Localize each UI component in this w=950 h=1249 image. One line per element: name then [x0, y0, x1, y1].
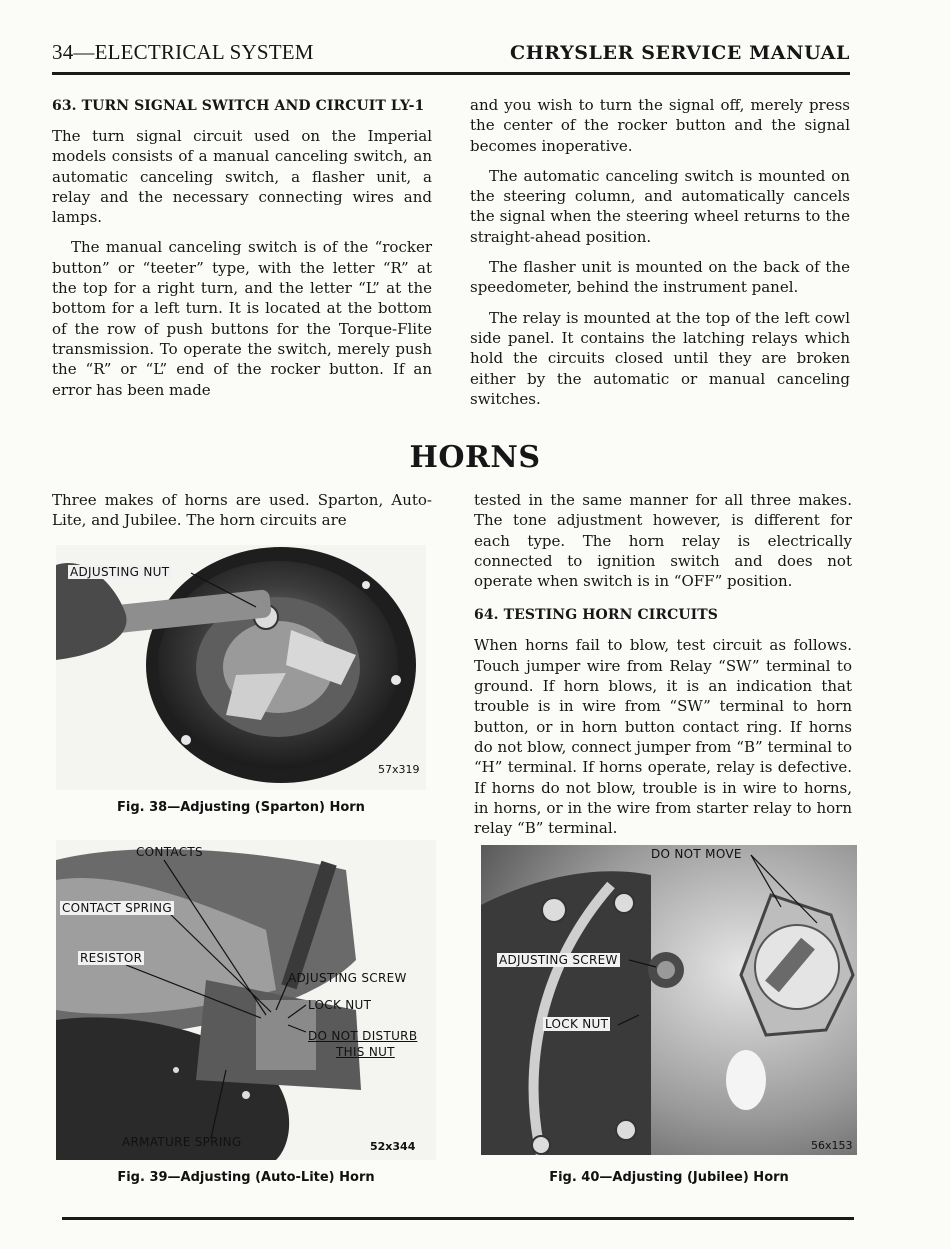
- section-63-paragraph-2: The manual canceling switch is of the “rocker button” or “teeter” type, with the letter “R” at the top for a right turn, and the letter “L” at the bottom for a left turn. It is located at the bottom of the row of push buttons for the Torque-Flite transmission. To operate the switch, merely push the “R” or “L” end of the rocker button. If an error has been made: [52, 238, 432, 399]
- running-header-left: 34—ELECTRICAL SYSTEM: [52, 40, 314, 64]
- section-64-paragraph-1: When horns fail to blow, test circuit as follows. Touch jumper wire from Relay “SW” terminal to ground. If horn blows, it is an indication that trouble is in wire from “SW” terminal to horn button, or in horn button contact ring. If horns do not blow, connect jumper from “B” terminal to “H” terminal. If horns operate, relay is defective. If horns do not blow, trouble is in wire to horns, in horns, or in the wire from starter relay to horn relay “B” terminal.: [474, 636, 852, 838]
- figure-39-caption: Fig. 39—Adjusting (Auto-Lite) Horn: [117, 1170, 375, 1185]
- section-63-paragraph-5: The flasher unit is mounted on the back of the speedometer, behind the instrument panel.: [470, 258, 850, 297]
- section-63-paragraph-4: The automatic canceling switch is mounted on the steering column, and automatically cancels the signal when the steering wheel returns to the straight-ahead position.: [470, 166, 850, 246]
- section-63-right-column: [470, 95, 850, 419]
- callout-this-nut: THIS NUT: [336, 1045, 395, 1059]
- running-header-right: CHRYSLER SERVICE MANUAL: [509, 42, 850, 64]
- section-63-heading: 63. TURN SIGNAL SWITCH AND CIRCUIT LY-1: [52, 98, 425, 114]
- sparton-horn-illustration: [56, 545, 426, 790]
- horns-paragraph-2: tested in the same manner for all three makes. The tone adjustment however, is different for each type. The horn relay is electrically connected to ignition switch and does not operate when switch is in “OFF” position.: [474, 491, 852, 591]
- jubilee-horn-illustration: [481, 845, 857, 1155]
- callout-armature-spring: ARMATURE SPRING: [122, 1135, 242, 1149]
- callout-contacts: CONTACTS: [136, 845, 203, 859]
- figure-40-caption: Fig. 40—Adjusting (Jubilee) Horn: [549, 1170, 789, 1185]
- callout-do-not-move: DO NOT MOVE: [651, 847, 742, 861]
- horns-paragraph-1: Three makes of horns are used. Sparton, Auto-Lite, and Jubilee. The horn circuits are: [52, 491, 432, 530]
- header-rule: [52, 72, 850, 75]
- section-64-heading: 64. TESTING HORN CIRCUITS: [474, 607, 719, 624]
- callout-do-not-disturb: DO NOT DISTURB: [308, 1029, 418, 1043]
- figure-40-photo: [481, 845, 857, 1155]
- horns-right-column: [474, 490, 852, 848]
- section-63-left-column: [52, 98, 432, 410]
- footer-rule: [62, 1217, 854, 1220]
- callout-adjusting-screw: ADJUSTING SCREW: [288, 971, 407, 985]
- horns-intro-left: [52, 490, 432, 541]
- figure-38-number: 57x319: [378, 763, 420, 776]
- callout-adjusting-nut: ADJUSTING NUT: [70, 565, 170, 579]
- callout-lock-nut: LOCK NUT: [545, 1017, 609, 1031]
- callout-resistor: RESISTOR: [80, 951, 143, 965]
- figure-39-number: 52x344: [370, 1140, 416, 1153]
- figure-38-caption: Fig. 38—Adjusting (Sparton) Horn: [117, 800, 365, 815]
- horns-title: HORNS: [409, 440, 541, 475]
- callout-contact-spring: CONTACT SPRING: [62, 901, 172, 915]
- figure-38-photo: [56, 545, 426, 790]
- callout-adjusting-screw: ADJUSTING SCREW: [499, 953, 618, 967]
- section-63-paragraph-6: The relay is mounted at the top of the left cowl side panel. It contains the latching relays which hold the circuits closed until they are broken either by the automatic or manual canceling switches.: [470, 308, 850, 408]
- section-63-paragraph-3: and you wish to turn the signal off, merely press the center of the rocker button and the signal becomes inoperative.: [470, 96, 850, 155]
- section-63-paragraph-1: The turn signal circuit used on the Imperial models consists of a manual canceling switch, an automatic canceling switch, a flasher unit, a relay and the necessary connecting wires and lamps.: [52, 127, 432, 227]
- figure-39-photo: [56, 840, 436, 1160]
- figure-40-number: 56x153: [811, 1139, 853, 1152]
- auto-lite-horn-illustration: [56, 840, 436, 1160]
- callout-lock-nut: LOCK NUT: [308, 998, 372, 1012]
